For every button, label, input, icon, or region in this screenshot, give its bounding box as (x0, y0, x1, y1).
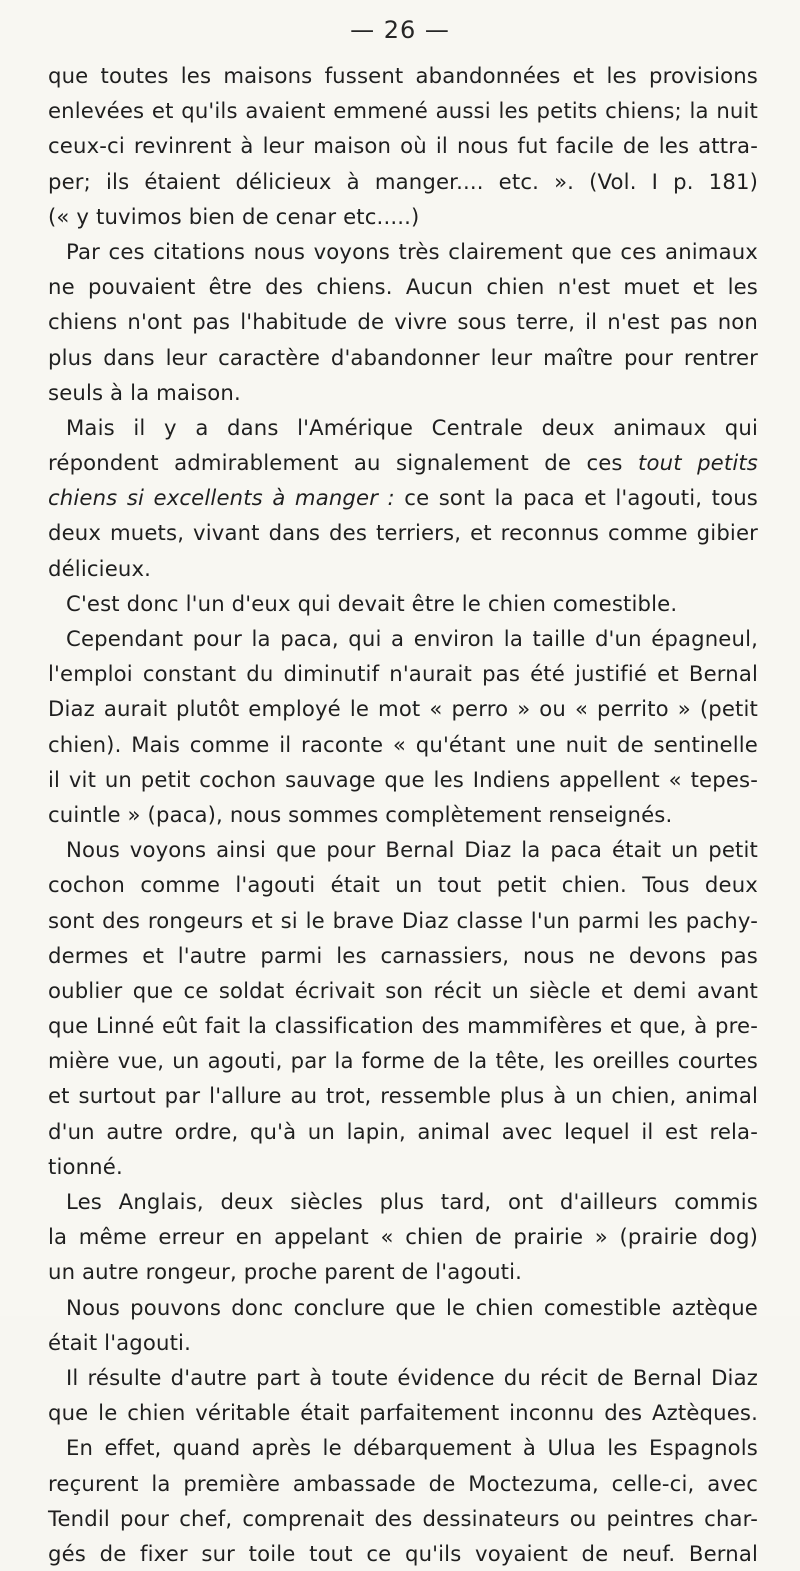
paragraph-start-line: Cependant pour la paca, qui a environ la taille d'un épagneul, (66, 626, 758, 651)
text-line: que le chien véritable était parfaitement inconnu des Aztèques. (48, 1400, 758, 1426)
text-line: deux muets, vivant dans des terriers, et reconnus comme gibier (48, 520, 758, 546)
text-line: plus dans leur caractère d'abandonner leur maître pour rentrer (48, 344, 758, 370)
text-line: reçurent la première ambassade de Moctezuma, celle-ci, avec (48, 1470, 758, 1496)
paragraph-start-line: Par ces citations nous voyons très clairement que ces animaux (66, 238, 758, 264)
text-line: per; ils étaient délicieux à manger.... etc. ». (Vol. I p. 181) (48, 168, 758, 194)
text-line (48, 445, 758, 480)
text-line: la même erreur en appelant « chien de prairie » (prairie dog) (48, 1224, 758, 1250)
text-line: Diaz aurait plutôt employé le mot « perro » ou « perrito » (petit (48, 696, 758, 722)
text-line: cochon comme l'agouti était un tout petit chien. Tous deux (48, 872, 758, 898)
text-line: gés de fixer sur toile tout ce qu'ils voyaient de neuf. Bernal (48, 1540, 758, 1566)
text-line: cuintle » (paca), nous sommes complètement renseignés. (48, 801, 673, 827)
text-line: que Linné eût fait la classification des mammifères et que, à pre- (48, 1013, 758, 1039)
text-line: délicieux. (48, 555, 152, 581)
text-line: tionné. (48, 1153, 123, 1179)
italic-text: tout petits (638, 450, 758, 476)
text-line: sont des rongeurs et si le brave Diaz classe l'un parmi les pachy- (48, 907, 758, 933)
paragraph-start-line: Il résulte d'autre part à toute évidence du récit de Bernal Diaz (66, 1364, 758, 1390)
text-line: chiens n'ont pas l'habitude de vivre sous terre, il n'est pas non (48, 309, 758, 335)
text-line: dermes et l'autre parmi les carnassiers, nous ne devons pas (48, 942, 758, 968)
text-line: était l'agouti. (48, 1329, 191, 1355)
text-line: oublier que ce soldat écrivait son récit un siècle et demi avant (48, 977, 758, 1003)
text-line: d'un autre ordre, qu'à un lapin, animal avec lequel il est rela- (48, 1118, 758, 1144)
paragraph-start-line: Nous voyons ainsi que pour Bernal Diaz la paca était un petit (66, 837, 758, 863)
paragraph-start-line: Mais il y a dans l'Amérique Centrale deux animaux qui (66, 414, 758, 440)
plain-text: ce sont la paca et l'agouti, tous (394, 485, 758, 511)
text-line: un autre rongeur, proche parent de l'agouti. (48, 1259, 523, 1285)
text-line: chien). Mais comme il raconte « qu'étant une nuit de sentinelle (48, 731, 758, 757)
text-line: et surtout par l'allure au trot, ressemble plus à un chien, animal (48, 1083, 758, 1109)
text-line: que toutes les maisons fussent abandonnées et les provisions (48, 63, 758, 88)
paragraph-start-line: Les Anglais, deux siècles plus tard, ont d'ailleurs commis (66, 1189, 758, 1214)
body-text (48, 58, 758, 1571)
paragraph-start-line: Nous pouvons donc conclure que le chien comestible aztèque (66, 1294, 758, 1320)
text-line (48, 480, 758, 515)
page-number: — 26 — (350, 16, 450, 44)
text-line: seuls à la maison. (48, 379, 241, 405)
text-line: enlevées et qu'ils avaient emmené aussi les petits chiens; la nuit (48, 98, 758, 124)
text-line: Tendil pour chef, comprenait des dessinateurs ou peintres char- (48, 1505, 758, 1531)
text-line: il vit un petit cochon sauvage que les Indiens appellent « tepes- (48, 766, 758, 792)
text-line: ne pouvaient être des chiens. Aucun chien n'est muet et les (48, 274, 758, 300)
text-line: (« y tuvimos bien de cenar etc.....) (48, 203, 420, 229)
plain-text: répondent admirablement au signalement de ces (48, 450, 639, 476)
italic-text: chiens si excellents à manger : (48, 485, 395, 511)
text-line: mière vue, un agouti, par la forme de la tête, les oreilles courtes (48, 1048, 758, 1074)
text-line: ceux-ci revinrent à leur maison où il nous fut facile de les attra- (48, 133, 758, 159)
paragraph-start-line: En effet, quand après le débarquement à Ulua les Espagnols (66, 1435, 758, 1461)
text-line: l'emploi constant du diminutif n'aurait pas été justifié et Bernal (48, 661, 758, 687)
paragraph-start-line: C'est donc l'un d'eux qui devait être le chien comestible. (66, 590, 678, 616)
